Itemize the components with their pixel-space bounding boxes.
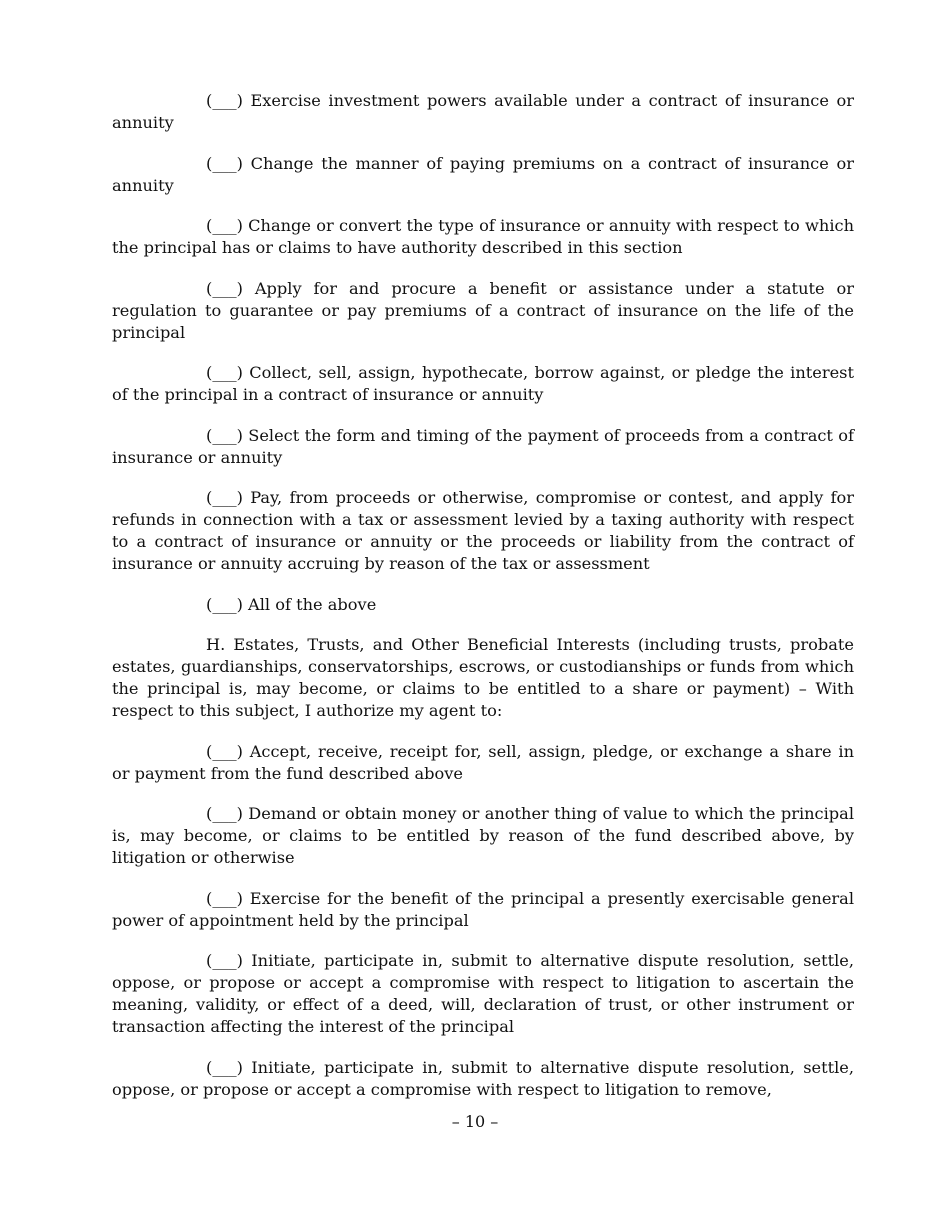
option-litigation-remove: (___) Initiate, participate in, submit to alternative dispute resolution, settle, oppose, or propose or accept a compromise with respect to litigation to remove,: [112, 1057, 854, 1099]
section-heading-estates-trusts: H. Estates, Trusts, and Other Beneficial Interests (including trusts, probate estates, guardianships, conservatorships, escrows, or custodianships or funds from which the principal is, may become, or claims to be entitled to a share or payment) – With respect to this subject, I authorize my agent to:: [112, 635, 854, 720]
page-number: – 10 –: [451, 1112, 499, 1131]
option-pay-tax-refunds: (___) Pay, from proceeds or otherwise, compromise or contest, and apply for refunds in connection with a tax or assessment levied by a taxing authority with respect to a contract of insurance or annuity or the proceeds or liability from the contract of insurance or annuity accruing by reason of the tax or assessment: [112, 488, 854, 573]
option-change-premium-payment: (___) Change the manner of paying premiums on a contract of insurance or annuity: [112, 153, 854, 195]
option-accept-receive-share: (___) Accept, receive, receipt for, sell, assign, pledge, or exchange a share in or payment from the fund described above: [112, 741, 854, 783]
option-apply-for-benefit: (___) Apply for and procure a benefit or assistance under a statute or regulation to guarantee or pay premiums of a contract of insurance on the life of the principal: [112, 278, 854, 342]
option-exercise-power-of-appointment: (___) Exercise for the benefit of the principal a presently exercisable general power of appointment held by the principal: [112, 888, 854, 930]
option-all-of-the-above: (___) All of the above: [206, 594, 377, 614]
document-page: [112, 90, 854, 1119]
option-change-convert-insurance-type: (___) Change or convert the type of insurance or annuity with respect to which the principal has or claims to have authority described in this section: [112, 216, 854, 257]
option-demand-obtain-money: (___) Demand or obtain money or another thing of value to which the principal is, may become, or claims to be entitled by reason of the fund described above, by litigation or otherwise: [112, 804, 854, 867]
option-exercise-investment-powers: (___) Exercise investment powers available under a contract of insurance or annuity: [112, 91, 854, 132]
option-litigation-ascertain-meaning: (___) Initiate, participate in, submit to alternative dispute resolution, settle, oppose, or propose or accept a compromise with respect to litigation to ascertain the meaning, validity, or effect of a deed, will, declaration of trust, or other instrument or transaction affecting the interest of the principal: [112, 951, 854, 1036]
option-select-payment-form: (___) Select the form and timing of the payment of proceeds from a contract of insurance or annuity: [112, 425, 854, 467]
option-collect-sell-assign: (___) Collect, sell, assign, hypothecate, borrow against, or pledge the interest of the principal in a contract of insurance or annuity: [112, 363, 854, 404]
